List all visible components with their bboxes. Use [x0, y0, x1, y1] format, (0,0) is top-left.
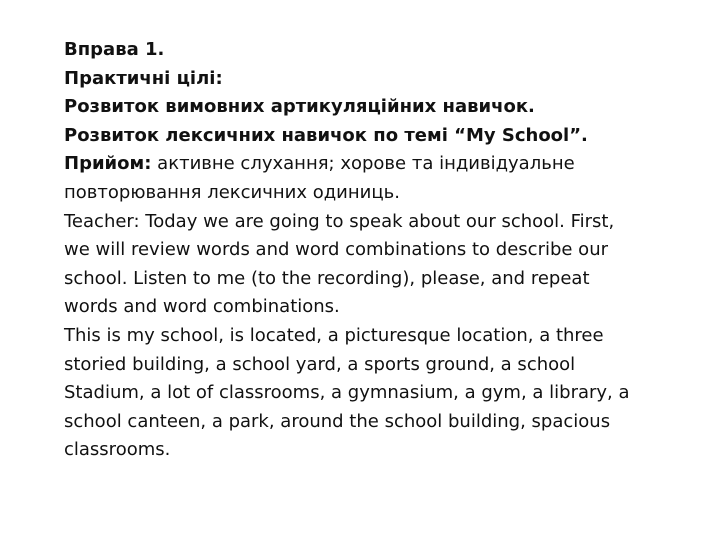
vocabulary-text-line: storied building, a school yard, a sports ground, a school: [64, 353, 576, 375]
goals-heading: Практичні цілі:: [64, 67, 223, 89]
teacher-text-line: words and word combinations.: [64, 296, 340, 318]
technique-line: [64, 150, 704, 179]
slide-text-block: [64, 36, 704, 465]
teacher-text-line: we will review words and word combinations to describe our: [64, 239, 609, 261]
vocabulary-text-line: Stadium, a lot of classrooms, a gymnasium, a gym, a library, a: [64, 382, 630, 404]
goal-pronunciation: Розвиток вимовних артикуляційних навичок.: [64, 96, 535, 118]
vocabulary-text-line: classrooms.: [64, 439, 171, 461]
teacher-text-line: Teacher: Today we are going to speak about our school. First,: [64, 210, 615, 232]
vocabulary-text-line: This is my school, is located, a picturesque location, a three: [64, 324, 604, 346]
goal-lexical: Розвиток лексичних навичок по темі “My School”.: [64, 124, 588, 146]
teacher-text-line: school. Listen to me (to the recording), please, and repeat: [64, 267, 590, 289]
technique-label: Прийом:: [64, 153, 152, 175]
vocabulary-text-line: school canteen, a park, around the school building, spacious: [64, 410, 611, 432]
exercise-title: Вправа 1.: [64, 39, 165, 60]
technique-text: активне слухання; хорове та індивідуальне: [151, 153, 575, 175]
technique-text-continued: повторювання лексичних одиниць.: [64, 181, 400, 203]
